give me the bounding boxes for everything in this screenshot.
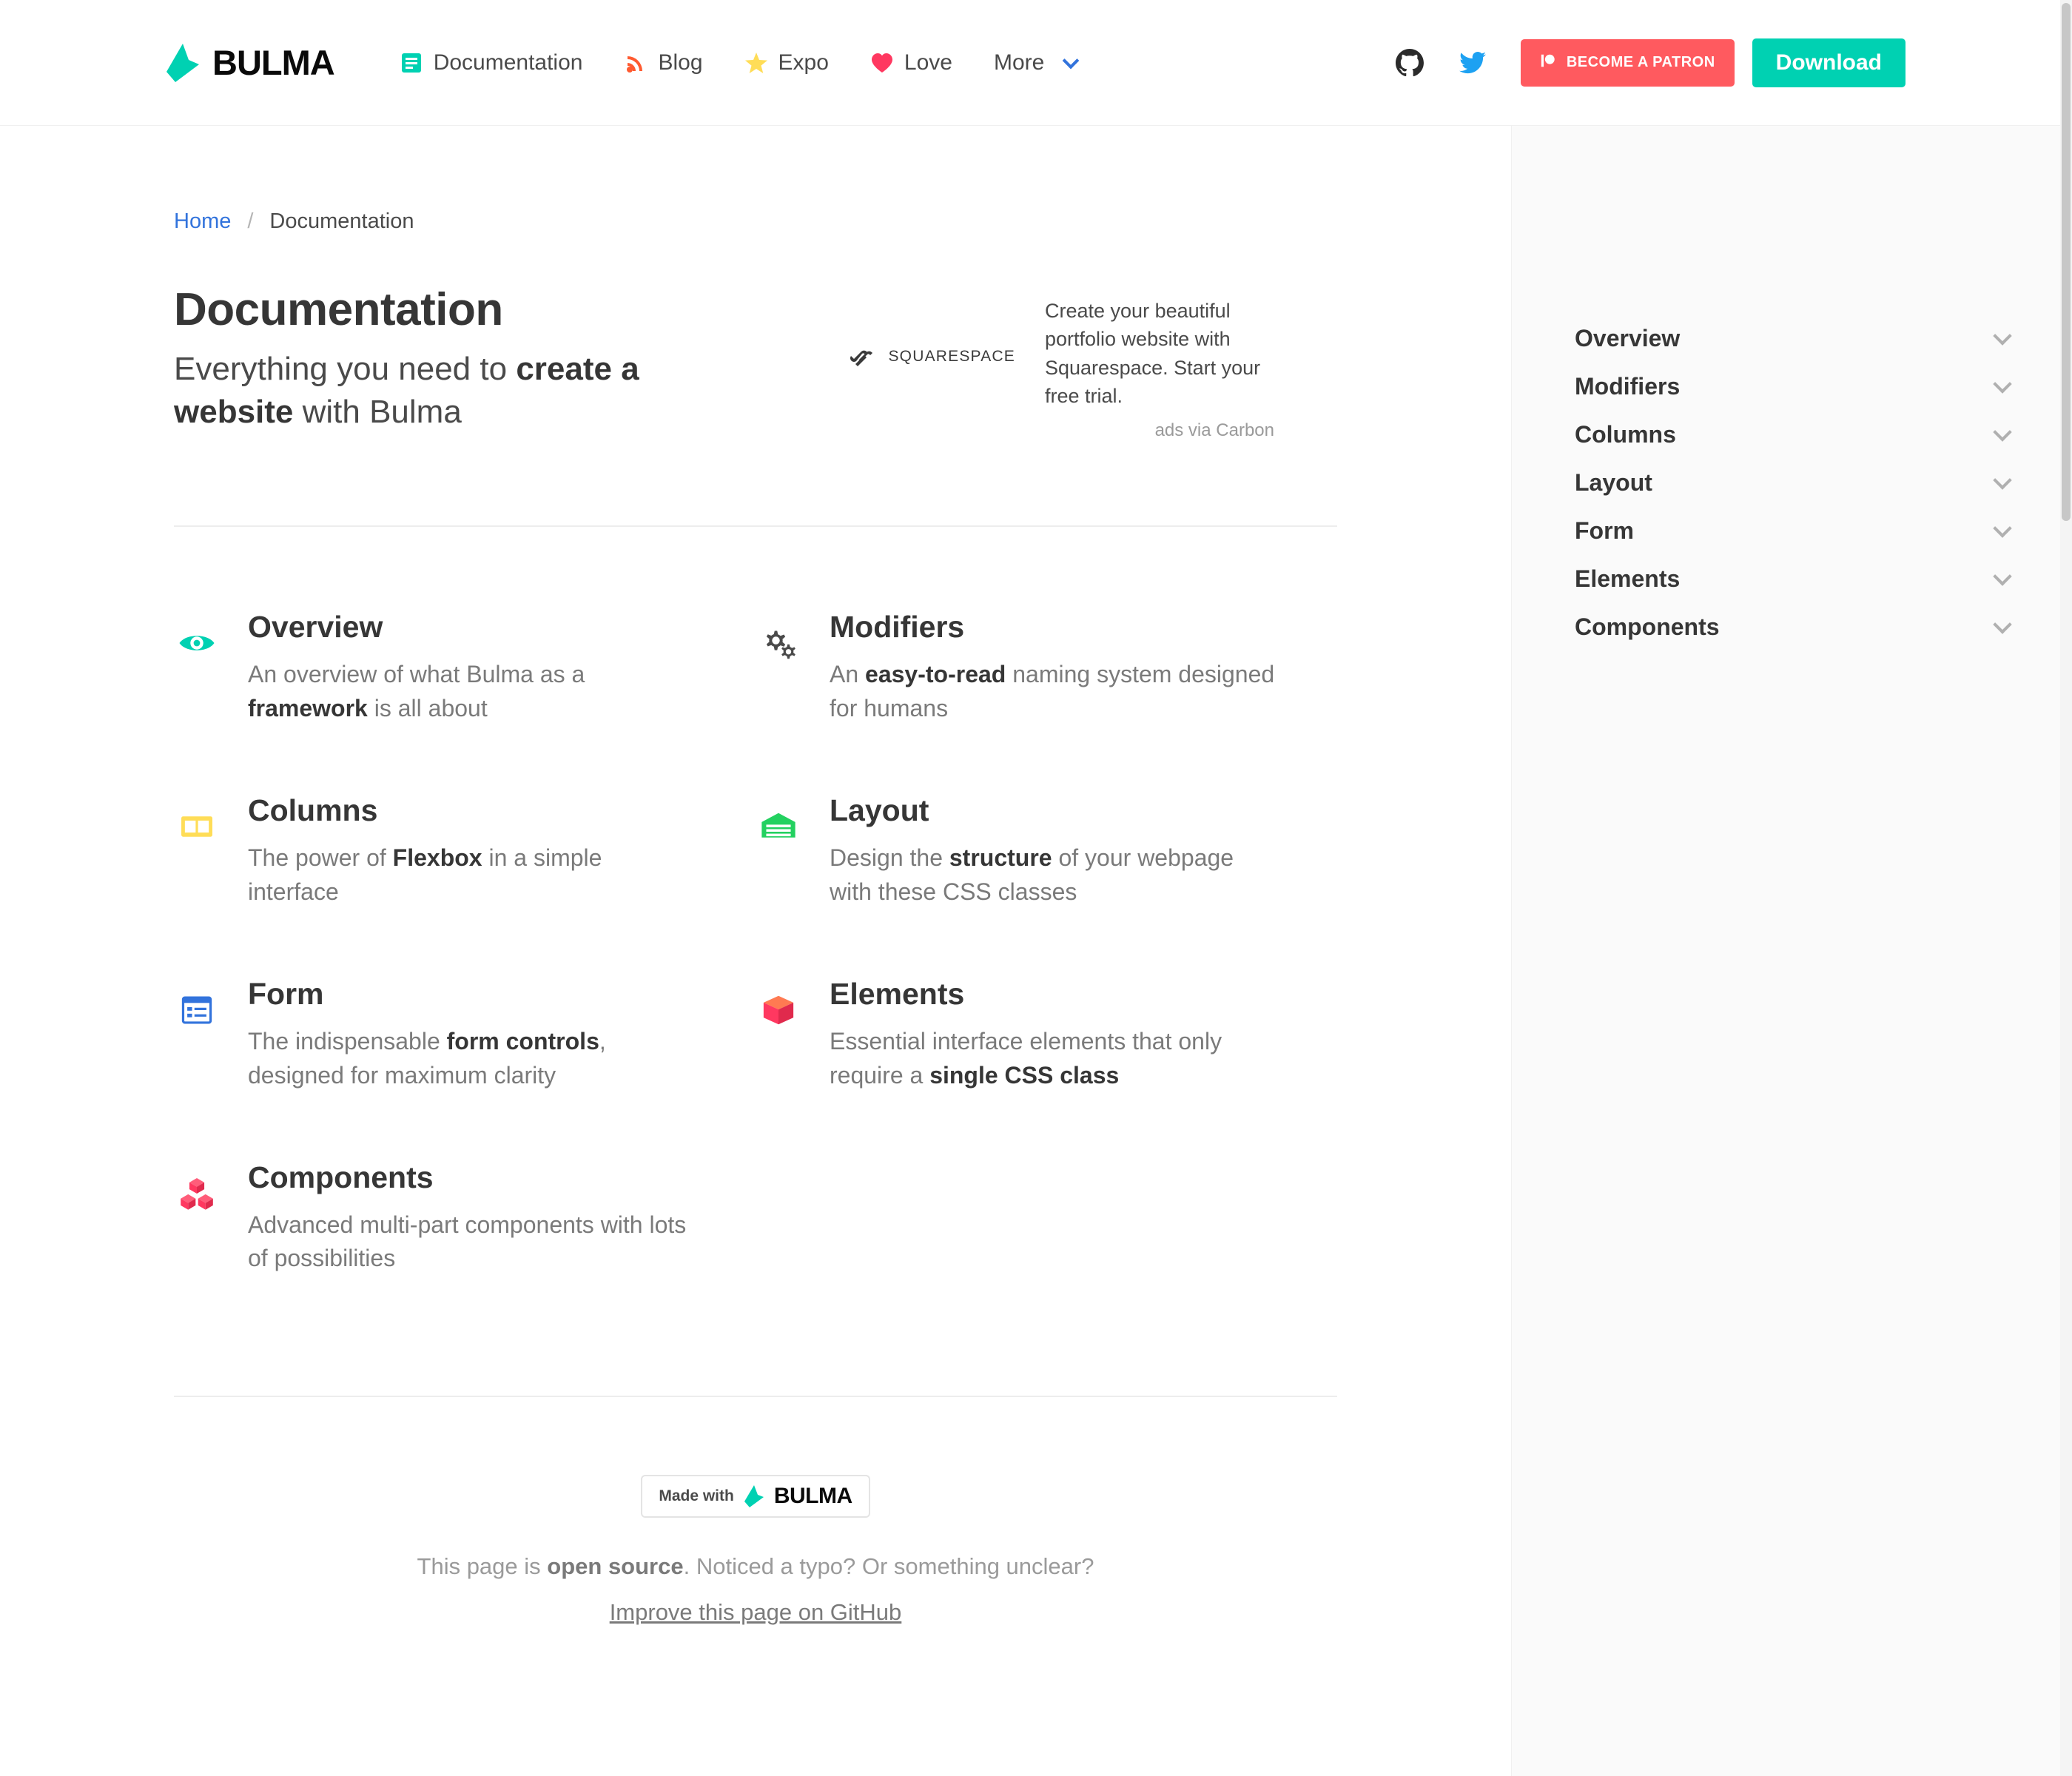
desc-part: Design the [830, 844, 949, 872]
sidebar-item-columns[interactable] [1575, 411, 2016, 459]
chevron-down-icon[interactable] [1993, 615, 2011, 633]
scrollbar-thumb[interactable] [2062, 3, 2071, 521]
desc-part-bold: easy-to-read [865, 661, 1006, 688]
sidebar-item-components[interactable] [1575, 603, 2016, 651]
chevron-down-icon[interactable] [1993, 567, 2011, 585]
doc-card-body [830, 977, 1278, 1092]
desc-part-bold: form controls [446, 1028, 599, 1055]
desc-part: An [830, 661, 866, 688]
nav-item-label: Love [904, 50, 952, 75]
chevron-down-icon[interactable] [1993, 519, 2011, 537]
nav-item-more[interactable] [973, 0, 1097, 126]
desc-part: is all about [367, 694, 488, 722]
subtitle-post: with Bulma [293, 394, 462, 431]
doc-card-title: Components [248, 1160, 434, 1194]
desc-part-bold: Flexbox [392, 844, 482, 872]
doc-card-body [248, 610, 696, 725]
doc-card-desc [248, 841, 696, 909]
nav-item-documentation[interactable] [379, 0, 604, 126]
page-subtitle [174, 348, 692, 434]
doc-card-columns[interactable] [174, 793, 756, 909]
navbar-right [1395, 38, 1906, 87]
brand-name: BULMA [212, 43, 334, 82]
bulma-logo-icon [744, 1485, 764, 1507]
breadcrumb-separator: / [247, 209, 254, 233]
hero-section [174, 283, 1337, 441]
desc-part: An overview of what Bulma as a [248, 661, 585, 688]
doc-card-body [830, 610, 1278, 725]
doc-card-title: Form [248, 977, 324, 1012]
github-icon[interactable] [1395, 48, 1424, 78]
doc-card-desc [248, 658, 696, 725]
hero-text [174, 283, 850, 434]
ad-copy: Create your beautiful portfolio website with Squarespace. Start your free trial. [1045, 300, 1261, 407]
doc-card-desc [830, 658, 1278, 725]
made-with-brand: BULMA [773, 1483, 852, 1508]
doc-card-title: Overview [248, 610, 383, 645]
top-navbar [0, 0, 2072, 126]
sidebar-item-form[interactable] [1575, 507, 2016, 555]
sidebar-menu [1512, 314, 2072, 651]
main-content [0, 126, 1511, 1776]
chevron-down-icon[interactable] [1993, 471, 2011, 489]
desc-part: , designed for maximum clarity [248, 1028, 606, 1089]
nav-item-label: More [993, 50, 1045, 75]
navbar-links [379, 0, 1098, 126]
nav-item-label: Documentation [433, 50, 583, 75]
doc-card-desc [830, 841, 1278, 909]
chevron-down-icon[interactable] [1993, 423, 2011, 441]
sidebar-item-label: Columns [1575, 421, 1676, 448]
sidebar [1511, 126, 2072, 1776]
download-button[interactable] [1752, 38, 1906, 87]
hero-divider [174, 525, 1337, 527]
ad-brand-label: SQUARESPACE [888, 348, 1015, 365]
doc-card-body [830, 793, 1278, 909]
made-with-label: Made with [659, 1487, 734, 1504]
desc-part: Advanced multi-part components with lots of possibilities [248, 1211, 687, 1272]
desc-part: The power of [248, 844, 393, 872]
footer-text [174, 1553, 1337, 1580]
eye-icon [174, 620, 220, 666]
doc-card-body [248, 977, 696, 1092]
form-icon [174, 987, 220, 1033]
breadcrumb-current: Documentation [269, 209, 414, 233]
doc-card-desc [830, 1025, 1278, 1092]
sidebar-item-label: Modifiers [1575, 373, 1681, 400]
improve-page-link[interactable]: Improve this page on GitHub [609, 1598, 902, 1625]
box-icon [756, 987, 801, 1033]
footer-text-bold: open source [547, 1553, 684, 1579]
page-title: Documentation [174, 284, 503, 335]
gears-icon [756, 620, 801, 666]
page-scrollbar[interactable] [2060, 0, 2072, 1776]
nav-item-label: Blog [658, 50, 703, 75]
doc-card-elements[interactable] [756, 977, 1337, 1092]
ad-brand [850, 297, 1015, 371]
chevron-down-icon[interactable] [1993, 374, 2011, 393]
page-body [0, 126, 2072, 1776]
doc-card-title: Columns [248, 793, 378, 828]
breadcrumb-home[interactable]: Home [174, 209, 232, 233]
sidebar-item-label: Layout [1575, 469, 1652, 496]
sidebar-item-layout[interactable] [1575, 459, 2016, 507]
doc-card-desc [248, 1208, 696, 1276]
desc-part: naming system designed for humans [830, 661, 1275, 722]
patron-label: BECOME A PATRON [1566, 54, 1715, 70]
carbon-ad[interactable] [850, 283, 1274, 441]
nav-item-love[interactable] [850, 0, 973, 126]
doc-card-title: Modifiers [830, 610, 965, 645]
footer-text-post: . Noticed a typo? Or something unclear? [683, 1553, 1094, 1579]
star-icon [744, 51, 768, 75]
doc-card-modifiers[interactable] [756, 610, 1337, 725]
page-footer [174, 1397, 1337, 1626]
desc-part: The indispensable [248, 1028, 447, 1055]
desc-part: in a simple interface [248, 844, 602, 905]
sidebar-item-label: Elements [1575, 565, 1681, 592]
desc-part: of your webpage with these CSS classes [830, 844, 1234, 905]
subtitle-pre: Everything you need to [174, 351, 517, 387]
desc-part-bold: structure [949, 844, 1052, 872]
doc-card-body [248, 793, 696, 909]
footer-text-pre: This page is [417, 1553, 548, 1579]
rss-icon [624, 51, 648, 75]
nav-item-label: Expo [778, 50, 829, 75]
made-with-bulma-badge[interactable] [641, 1475, 870, 1518]
doc-card-components[interactable] [174, 1160, 756, 1276]
brand-link[interactable] [166, 42, 334, 83]
doc-card-title: Elements [830, 977, 965, 1012]
desc-part: Essential interface elements that only require a [830, 1028, 1222, 1089]
twitter-icon[interactable] [1458, 48, 1487, 78]
patreon-icon [1540, 53, 1556, 73]
doc-card-title: Layout [830, 793, 929, 828]
doc-card-layout[interactable] [756, 793, 1337, 909]
desc-part-bold: single CSS class [929, 1061, 1120, 1089]
sidebar-item-label: Form [1575, 517, 1634, 544]
doc-card-form[interactable] [174, 977, 756, 1092]
sidebar-item-modifiers[interactable] [1575, 363, 2016, 411]
columns-icon [174, 804, 220, 850]
sidebar-item-elements[interactable] [1575, 555, 2016, 603]
doc-card-grid [174, 610, 1337, 1344]
doc-card-overview[interactable] [174, 610, 756, 725]
chevron-down-icon [1063, 52, 1080, 69]
desc-part-bold: framework [248, 694, 368, 722]
become-a-patron-button[interactable] [1521, 39, 1735, 87]
bulma-logo-icon [166, 44, 199, 82]
heart-icon [870, 51, 894, 75]
ad-via-label[interactable]: ads via Carbon [1154, 420, 1274, 441]
squarespace-icon [850, 343, 878, 371]
doc-card-body [248, 1160, 696, 1276]
sidebar-item-overview[interactable] [1575, 314, 2016, 363]
layout-icon [756, 804, 801, 850]
sidebar-item-label: Components [1575, 613, 1720, 640]
doc-card-desc [248, 1025, 696, 1092]
book-icon [400, 51, 423, 75]
ad-body [1045, 297, 1274, 441]
nav-item-blog[interactable] [603, 0, 723, 126]
subtitle-bold: create a website [174, 351, 639, 431]
download-label: Download [1775, 50, 1882, 75]
chevron-down-icon[interactable] [1993, 326, 2011, 345]
sidebar-item-label: Overview [1575, 325, 1681, 352]
components-icon [174, 1171, 220, 1217]
nav-item-expo[interactable] [724, 0, 850, 126]
breadcrumb [174, 209, 1337, 234]
